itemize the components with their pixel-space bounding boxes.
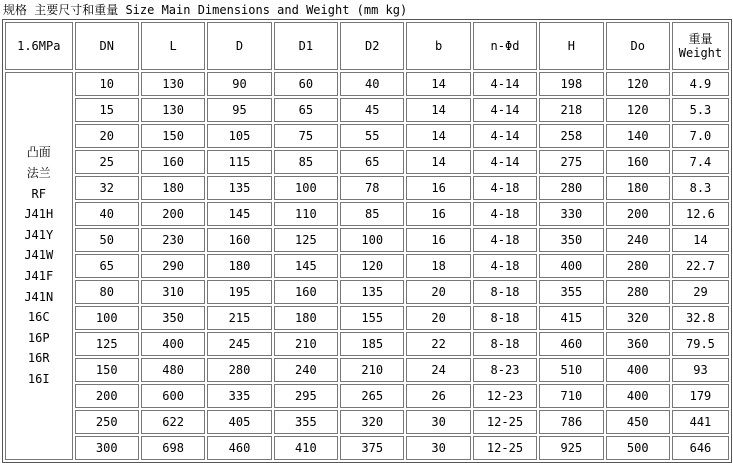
cell-weight: 7.4	[672, 150, 729, 174]
cell-d1: 240	[274, 358, 338, 382]
cell-d1: 110	[274, 202, 338, 226]
cell-do: 360	[606, 332, 670, 356]
cell-d1: 410	[274, 436, 338, 460]
cell-b: 26	[406, 384, 470, 408]
cell-weight: 12.6	[672, 202, 729, 226]
model-label: J41Y	[24, 227, 54, 242]
cell-l: 130	[141, 72, 205, 96]
cell-b: 20	[406, 306, 470, 330]
cell-h: 275	[539, 150, 603, 174]
cell-b: 30	[406, 436, 470, 460]
cell-d1: 60	[274, 72, 338, 96]
cell-h: 350	[539, 228, 603, 252]
cell-h: 258	[539, 124, 603, 148]
cell-bolt-holes: 8-18	[473, 306, 537, 330]
model-label: J41W	[24, 248, 54, 263]
cell-d1: 295	[274, 384, 338, 408]
table-row	[5, 72, 729, 96]
cell-h: 400	[539, 254, 603, 278]
cell-d1: 100	[274, 176, 338, 200]
cell-dn: 65	[75, 254, 139, 278]
cell-weight: 93	[672, 358, 729, 382]
cell-h: 330	[539, 202, 603, 226]
cell-dn: 20	[75, 124, 139, 148]
cell-d2: 210	[340, 358, 404, 382]
cell-d2: 320	[340, 410, 404, 434]
cell-dn: 10	[75, 72, 139, 96]
cell-dn: 50	[75, 228, 139, 252]
cell-d2: 45	[340, 98, 404, 122]
cell-b: 14	[406, 98, 470, 122]
header-d2: D2	[340, 22, 404, 70]
table-caption: 规格 主要尺寸和重量 Size Main Dimensions and Weight (mm kg)	[3, 3, 408, 17]
model-label: J41H	[24, 207, 54, 222]
cell-bolt-holes: 4-18	[473, 228, 537, 252]
cell-d: 280	[207, 358, 271, 382]
cell-d2: 78	[340, 176, 404, 200]
header-d: D	[207, 22, 271, 70]
cell-bolt-holes: 4-18	[473, 254, 537, 278]
cell-do: 120	[606, 98, 670, 122]
table-row	[5, 306, 729, 330]
table-row	[5, 176, 729, 200]
cell-d2: 40	[340, 72, 404, 96]
cell-b: 24	[406, 358, 470, 382]
cell-do: 240	[606, 228, 670, 252]
cell-d1: 210	[274, 332, 338, 356]
cell-do: 280	[606, 254, 670, 278]
cell-h: 710	[539, 384, 603, 408]
cell-l: 698	[141, 436, 205, 460]
cell-weight: 5.3	[672, 98, 729, 122]
cell-d: 145	[207, 202, 271, 226]
model-label: J41N	[24, 289, 54, 304]
cell-bolt-holes: 8-18	[473, 280, 537, 304]
cell-bolt-holes: 12-25	[473, 436, 537, 460]
cell-d1: 85	[274, 150, 338, 174]
table-row	[5, 150, 729, 174]
cell-d: 180	[207, 254, 271, 278]
cell-do: 400	[606, 384, 670, 408]
table-row	[5, 332, 729, 356]
table-row	[5, 384, 729, 408]
model-label: J41F	[24, 269, 54, 283]
cell-d1: 65	[274, 98, 338, 122]
cell-d1: 180	[274, 306, 338, 330]
cell-d1: 160	[274, 280, 338, 304]
cell-h: 198	[539, 72, 603, 96]
pressure-label: 1.6MPa	[5, 22, 73, 70]
cell-d: 105	[207, 124, 271, 148]
table-row	[5, 436, 729, 460]
weight-header-en: Weight	[678, 46, 723, 60]
cell-d2: 185	[340, 332, 404, 356]
cell-b: 22	[406, 332, 470, 356]
cell-d1: 355	[274, 410, 338, 434]
cell-l: 180	[141, 176, 205, 200]
cell-do: 180	[606, 176, 670, 200]
cell-weight: 4.9	[672, 72, 729, 96]
cell-dn: 150	[75, 358, 139, 382]
cell-l: 230	[141, 228, 205, 252]
cell-bolt-holes: 4-14	[473, 72, 537, 96]
cell-h: 460	[539, 332, 603, 356]
cell-h: 786	[539, 410, 603, 434]
cell-bolt-holes: 4-14	[473, 150, 537, 174]
cell-bolt-holes: 4-14	[473, 124, 537, 148]
table-row	[5, 228, 729, 252]
cell-dn: 100	[75, 306, 139, 330]
model-label: 16P	[27, 330, 50, 345]
model-label: RF	[31, 186, 46, 201]
cell-bolt-holes: 4-18	[473, 176, 537, 200]
cell-dn: 32	[75, 176, 139, 200]
cell-dn: 250	[75, 410, 139, 434]
cell-do: 140	[606, 124, 670, 148]
cell-bolt-holes: 12-23	[473, 384, 537, 408]
cell-d1: 125	[274, 228, 338, 252]
cell-l: 400	[141, 332, 205, 356]
table-row	[5, 254, 729, 278]
cell-d2: 100	[340, 228, 404, 252]
cell-d2: 375	[340, 436, 404, 460]
cell-do: 400	[606, 358, 670, 382]
table-row	[5, 124, 729, 148]
cell-dn: 125	[75, 332, 139, 356]
header-b: b	[406, 22, 470, 70]
header-do: Do	[606, 22, 670, 70]
header-row	[5, 22, 729, 70]
cell-d: 195	[207, 280, 271, 304]
cell-h: 510	[539, 358, 603, 382]
cell-d: 245	[207, 332, 271, 356]
cell-bolt-holes: 8-18	[473, 332, 537, 356]
table-row	[5, 98, 729, 122]
cell-dn: 80	[75, 280, 139, 304]
cell-dn: 40	[75, 202, 139, 226]
cell-d2: 65	[340, 150, 404, 174]
header-weight	[672, 22, 729, 70]
cell-l: 150	[141, 124, 205, 148]
cell-do: 200	[606, 202, 670, 226]
cell-d2: 265	[340, 384, 404, 408]
cell-h: 415	[539, 306, 603, 330]
cell-d: 115	[207, 150, 271, 174]
cell-weight: 22.7	[672, 254, 729, 278]
cell-do: 120	[606, 72, 670, 96]
cell-d: 135	[207, 176, 271, 200]
cell-dn: 300	[75, 436, 139, 460]
cell-l: 600	[141, 384, 205, 408]
cell-l: 622	[141, 410, 205, 434]
cell-d2: 135	[340, 280, 404, 304]
cell-d: 405	[207, 410, 271, 434]
cell-bolt-holes: 8-23	[473, 358, 537, 382]
cell-h: 925	[539, 436, 603, 460]
cell-weight: 179	[672, 384, 729, 408]
table-row	[5, 358, 729, 382]
cell-weight: 29	[672, 280, 729, 304]
cell-d1: 75	[274, 124, 338, 148]
cell-d: 95	[207, 98, 271, 122]
cell-d2: 85	[340, 202, 404, 226]
header-l: L	[141, 22, 205, 70]
table-row	[5, 280, 729, 304]
cell-b: 14	[406, 124, 470, 148]
cell-weight: 8.3	[672, 176, 729, 200]
cell-d2: 155	[340, 306, 404, 330]
cell-b: 14	[406, 72, 470, 96]
table-row	[5, 410, 729, 434]
weight-header-cn: 重量	[688, 32, 713, 46]
cell-b: 20	[406, 280, 470, 304]
header-bolt-holes: n-Φd	[473, 22, 537, 70]
cell-dn: 15	[75, 98, 139, 122]
cell-b: 16	[406, 202, 470, 226]
cell-weight: 646	[672, 436, 729, 460]
cell-d2: 120	[340, 254, 404, 278]
cell-l: 290	[141, 254, 205, 278]
cell-l: 160	[141, 150, 205, 174]
cell-do: 450	[606, 410, 670, 434]
cell-b: 16	[406, 176, 470, 200]
cell-l: 200	[141, 202, 205, 226]
cell-l: 350	[141, 306, 205, 330]
model-label: 凸面	[26, 145, 51, 160]
cell-do: 320	[606, 306, 670, 330]
cell-weight: 32.8	[672, 306, 729, 330]
cell-l: 130	[141, 98, 205, 122]
cell-b: 30	[406, 410, 470, 434]
model-label: 法兰	[26, 166, 51, 181]
cell-bolt-holes: 4-18	[473, 202, 537, 226]
cell-d: 160	[207, 228, 271, 252]
header-h: H	[539, 22, 603, 70]
cell-h: 218	[539, 98, 603, 122]
header-d1: D1	[274, 22, 338, 70]
cell-d: 335	[207, 384, 271, 408]
cell-l: 310	[141, 280, 205, 304]
cell-do: 160	[606, 150, 670, 174]
cell-d: 215	[207, 306, 271, 330]
spec-table	[2, 19, 732, 463]
model-label: 16R	[27, 351, 50, 366]
cell-d2: 55	[340, 124, 404, 148]
table-row	[5, 202, 729, 226]
cell-h: 280	[539, 176, 603, 200]
cell-dn: 25	[75, 150, 139, 174]
header-dn: DN	[75, 22, 139, 70]
cell-h: 355	[539, 280, 603, 304]
cell-d: 90	[207, 72, 271, 96]
model-label: 16I	[27, 371, 50, 386]
model-label: 16C	[27, 310, 50, 325]
cell-weight: 79.5	[672, 332, 729, 356]
cell-weight: 14	[672, 228, 729, 252]
cell-do: 280	[606, 280, 670, 304]
cell-do: 500	[606, 436, 670, 460]
cell-weight: 7.0	[672, 124, 729, 148]
cell-d: 460	[207, 436, 271, 460]
cell-dn: 200	[75, 384, 139, 408]
cell-b: 16	[406, 228, 470, 252]
cell-bolt-holes: 4-14	[473, 98, 537, 122]
cell-l: 480	[141, 358, 205, 382]
cell-weight: 441	[672, 410, 729, 434]
cell-bolt-holes: 12-25	[473, 410, 537, 434]
model-cell	[5, 72, 73, 460]
cell-b: 14	[406, 150, 470, 174]
cell-b: 18	[406, 254, 470, 278]
cell-d1: 145	[274, 254, 338, 278]
